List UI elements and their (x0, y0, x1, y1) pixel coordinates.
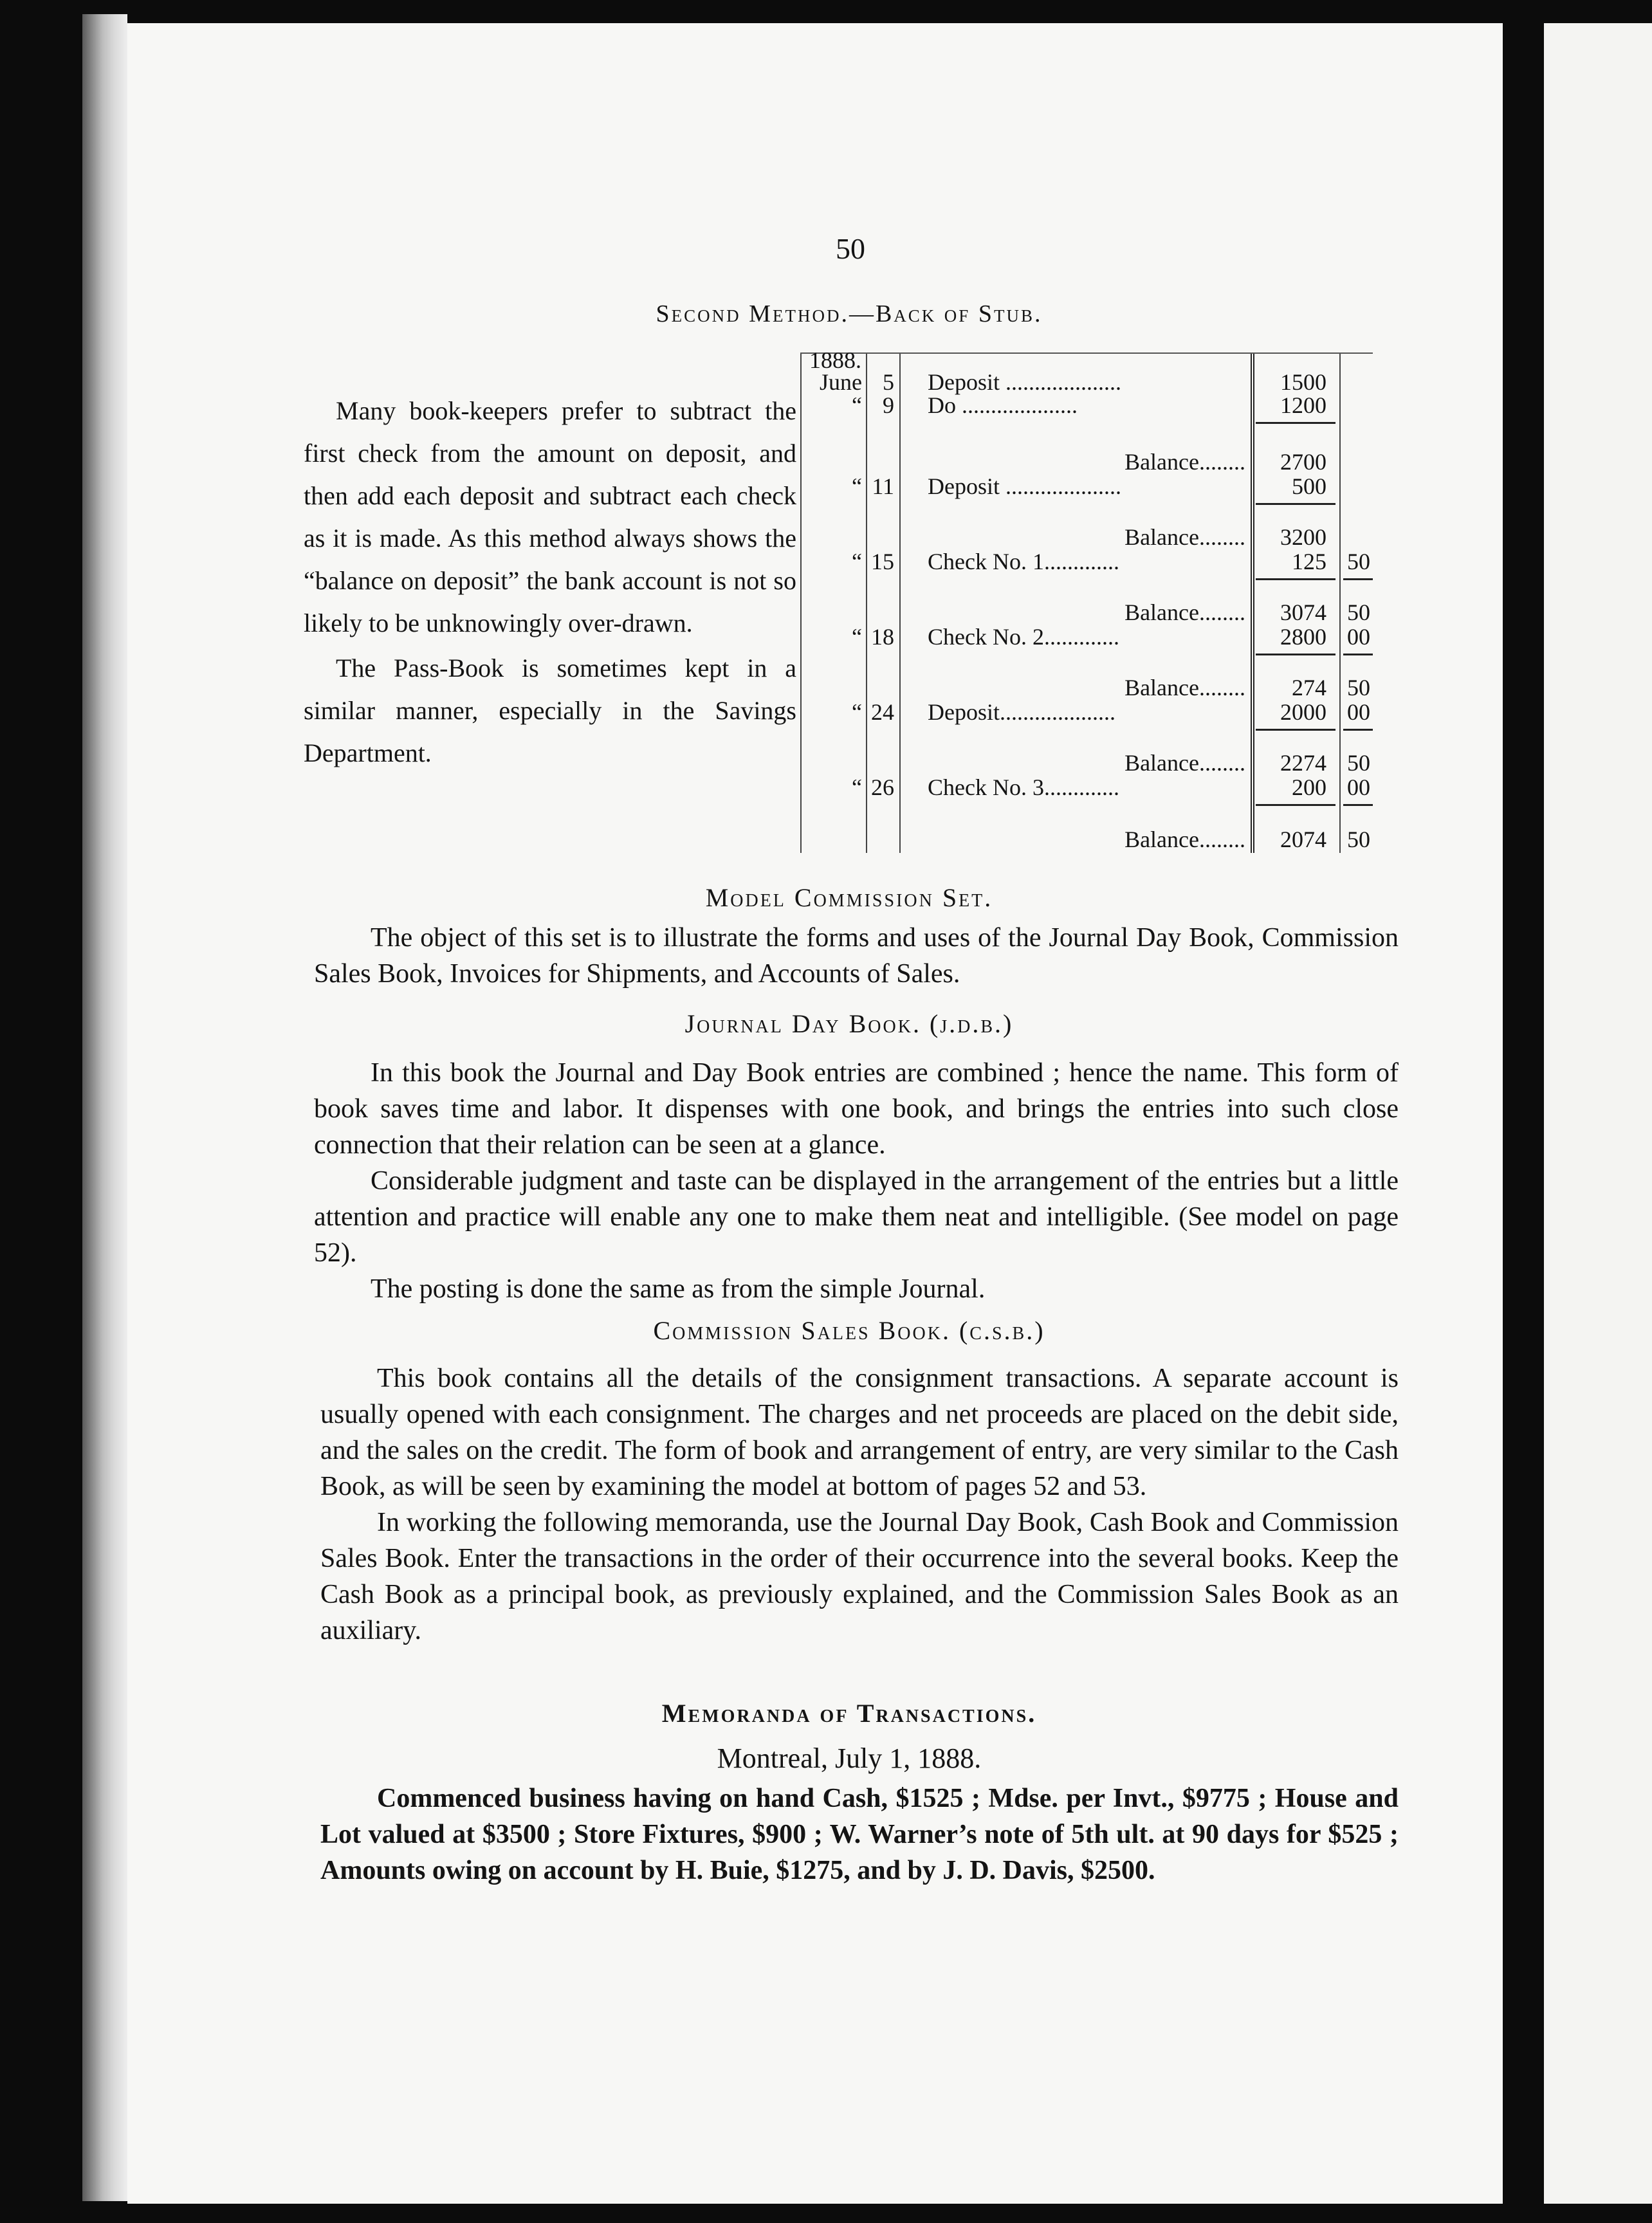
journal-text-block (314, 1055, 1399, 1307)
sum-rule (1343, 654, 1373, 655)
stub-month: “ (852, 392, 862, 418)
facing-page-edge (1544, 23, 1652, 2204)
stub-month: “ (852, 473, 862, 499)
stub-month: “ (852, 699, 862, 725)
sum-rule (1256, 804, 1335, 806)
stub-description: Balance........ (1124, 599, 1245, 625)
left-column-text (304, 390, 796, 774)
stub-dollars: 2800 (1280, 624, 1326, 650)
sum-rule (1343, 578, 1373, 580)
stub-ledger-table (800, 347, 1373, 855)
paragraph: The object of this set is to illustrate the forms and uses of the Journal Day Book, Commission Sales Book, Invoices for Shipments, and Accounts of Sales. (314, 923, 1399, 989)
stub-cents: 00 (1347, 624, 1370, 650)
book-spine (82, 14, 127, 2201)
column-rule-double (1251, 354, 1254, 853)
sum-rule (1343, 729, 1373, 731)
memo-heading: Memoranda of Transactions. (661, 1699, 1037, 1728)
stub-description: Balance........ (1124, 750, 1245, 776)
sum-rule (1256, 654, 1335, 655)
column-rule (800, 354, 802, 853)
stub-dollars: 3200 (1280, 524, 1326, 550)
paragraph: In working the following memoranda, use the Journal Day Book, Cash Book and Commission Sales Book. Enter the transactions in the order of their occurrence into the several books. Keep the Cash Book as a principal book, as previously explained, and the Commission Sales Book as an auxiliary. (320, 1508, 1399, 1645)
stub-description: Deposit.................... (928, 699, 1115, 725)
stub-dollars: 500 (1292, 473, 1326, 499)
column-rule (1339, 354, 1341, 853)
stub-cents: 50 (1347, 599, 1370, 625)
stub-day: 18 (871, 624, 894, 650)
stub-day: 11 (872, 473, 894, 499)
paragraph: This book contains all the details of the consignment transactions. A separate account is usually opened with each consignment. The charges and net proceeds are placed on the debit side, and the sales on the credit. The form of book and arrangement of entry, are very similar to the Cash Book, as will be seen by examining the model at bottom of pages 52 and 53. (320, 1364, 1399, 1501)
stub-cents: 50 (1347, 827, 1370, 852)
model-heading: Model Commission Set. (705, 883, 993, 912)
section-heading: Second Method.—Back of Stub. (656, 300, 1043, 327)
paragraph: Many book-keepers prefer to subtract the first check from the amount on deposit, and then add each deposit and subtract each check as it is made. As this method always shows the “balance on deposit” the bank account is not so likely to be unknowingly over-drawn. (304, 396, 796, 637)
stub-month: “ (852, 549, 862, 574)
csb-text-block (320, 1360, 1399, 1649)
stub-dollars: 274 (1292, 675, 1326, 700)
stub-day: 24 (871, 699, 894, 725)
stub-month: June (820, 369, 862, 395)
stub-dollars: 1500 (1280, 369, 1326, 395)
stub-description: Check No. 1............. (928, 549, 1119, 574)
stub-description: Check No. 2............. (928, 624, 1119, 650)
stub-dollars: 2074 (1280, 827, 1326, 852)
memo-date: Montreal, July 1, 1888. (717, 1743, 982, 1774)
stub-dollars: 2000 (1280, 699, 1326, 725)
sum-rule (1256, 503, 1335, 505)
stub-dollars: 125 (1292, 549, 1326, 574)
csb-heading: Commission Sales Book. (c.s.b.) (653, 1316, 1045, 1345)
stub-dollars: 2700 (1280, 449, 1326, 475)
journal-heading: Journal Day Book. (j.d.b.) (684, 1009, 1014, 1038)
stub-description: Do .................... (928, 392, 1078, 418)
stub-description: Check No. 3............. (928, 774, 1119, 800)
model-text-block (314, 920, 1399, 992)
stub-day: 26 (871, 774, 894, 800)
stub-day: 5 (883, 369, 894, 395)
stub-month: “ (852, 774, 862, 800)
stub-year: 1888. (809, 347, 861, 373)
stub-day: 15 (871, 549, 894, 574)
stub-month: “ (852, 624, 862, 650)
stub-description: Balance........ (1124, 524, 1245, 550)
stub-cents: 50 (1347, 675, 1370, 700)
paragraph: The Pass-Book is sometimes kept in a similar manner, especially in the Savings Department. (304, 654, 796, 767)
stub-cents: 50 (1347, 750, 1370, 776)
stub-dollars: 1200 (1280, 392, 1326, 418)
sum-rule (1343, 804, 1373, 806)
stub-description: Balance........ (1124, 827, 1245, 852)
table-top-rule (800, 352, 1373, 354)
sum-rule (1256, 578, 1335, 580)
paragraph: In this book the Journal and Day Book entries are combined ; hence the name. This form of book saves time and labor. It dispenses with one book, and brings the entries into such close connection that their relation can be seen at a glance. (314, 1058, 1399, 1160)
stub-description: Deposit .................... (928, 369, 1121, 395)
paragraph: The posting is done the same as from the simple Journal. (371, 1274, 986, 1304)
paragraph: Considerable judgment and taste can be displayed in the arrangement of the entries but a little attention and practice will enable any one to make them neat and intelligible. (See model on page 52). (314, 1166, 1399, 1268)
stub-dollars: 3074 (1280, 599, 1326, 625)
stub-description: Balance........ (1124, 449, 1245, 475)
stub-cents: 00 (1347, 774, 1370, 800)
memo-text-block (320, 1780, 1399, 1889)
stub-description: Balance........ (1124, 675, 1245, 700)
stub-cents: 00 (1347, 699, 1370, 725)
stub-dollars: 200 (1292, 774, 1326, 800)
stub-day: 9 (883, 392, 894, 418)
stub-cents: 50 (1347, 549, 1370, 574)
sum-rule (1256, 729, 1335, 731)
stub-dollars: 2274 (1280, 750, 1326, 776)
stub-description: Deposit .................... (928, 473, 1121, 499)
column-rule (899, 354, 901, 853)
paragraph: Commenced business having on hand Cash, $1525 ; Mdse. per Invt., $9775 ; House and Lot valued at $3500 ; Store Fixtures, $900 ; W. Warner’s note of 5th ult. at 90 days for $525 ; Amounts owing on account by H. Buie, $1275, and by J. D. Davis, $2500. (320, 1784, 1399, 1885)
page-number: 50 (836, 232, 865, 265)
sum-rule (1256, 422, 1335, 424)
